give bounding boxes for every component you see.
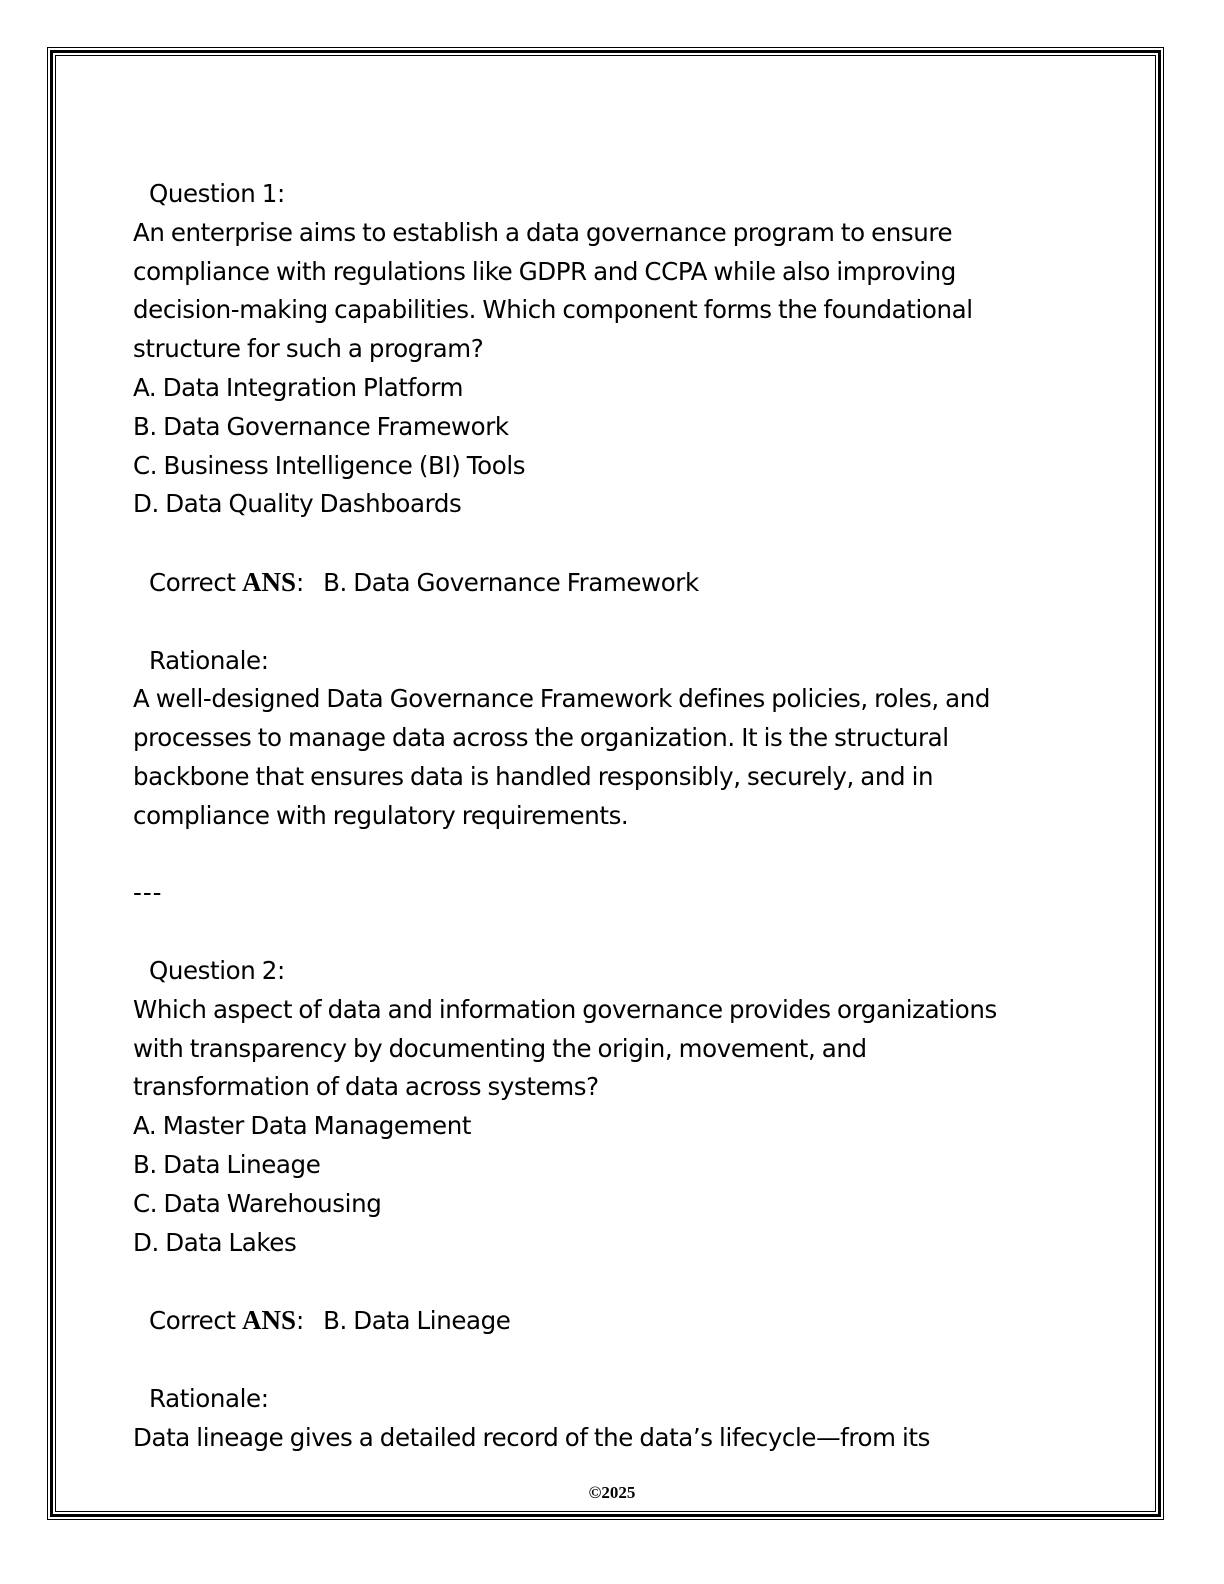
answer-option-c: C. Business Intelligence (BI) Tools — [133, 450, 526, 480]
rationale-line: A well-designed Data Governance Framework defines policies, roles, and — [133, 684, 990, 714]
rationale-line: Data lineage gives a detailed record of the data’s lifecycle—from its — [133, 1422, 930, 1452]
copyright-footer: ©2025 — [588, 1483, 636, 1502]
spacer — [133, 1262, 1093, 1301]
correct-answer-value: B. Data Lineage — [323, 1306, 511, 1336]
rationale-heading: Rationale: — [149, 1383, 269, 1413]
spacer — [133, 603, 1093, 642]
question-prompt-line: structure for such a program? — [133, 334, 484, 364]
ans-colon: : — [296, 567, 304, 597]
rationale-line: backbone that ensures data is handled responsibly, securely, and in — [133, 761, 934, 791]
section-separator: --- — [133, 878, 163, 908]
spacer — [133, 1341, 1093, 1380]
correct-answer-prefix: Correct — [149, 567, 243, 597]
answer-option-b: B. Data Governance Framework — [133, 411, 509, 441]
answer-option-b: B. Data Lineage — [133, 1149, 321, 1179]
question-prompt-line: An enterprise aims to establish a data governance program to ensure — [133, 217, 953, 247]
answer-option-a: A. Master Data Management — [133, 1111, 472, 1141]
spacer — [133, 524, 1093, 563]
rationale-line: compliance with regulatory requirements. — [133, 800, 629, 830]
question-heading: Question 2: — [149, 955, 285, 985]
rationale-heading: Rationale: — [149, 645, 269, 675]
document-body — [133, 175, 1093, 1457]
answer-option-a: A. Data Integration Platform — [133, 372, 464, 402]
question-1 — [133, 175, 1093, 836]
question-2 — [133, 952, 1093, 1457]
correct-answer — [133, 563, 1093, 603]
question-prompt-line: compliance with regulations like GDPR and CCPA while also improving — [133, 256, 956, 286]
ans-colon: : — [296, 1306, 304, 1336]
correct-answer-value: B. Data Governance Framework — [323, 567, 699, 597]
answer-option-d: D. Data Quality Dashboards — [133, 489, 462, 519]
question-prompt-line: Which aspect of data and information governance provides organizations — [133, 994, 997, 1024]
answer-option-c: C. Data Warehousing — [133, 1188, 382, 1218]
ans-label: ANS — [242, 566, 297, 597]
question-prompt-line: with transparency by documenting the origin, movement, and — [133, 1033, 867, 1063]
ans-label: ANS — [242, 1305, 297, 1336]
question-heading: Question 1: — [149, 179, 285, 208]
answer-option-d: D. Data Lakes — [133, 1227, 297, 1257]
correct-answer — [133, 1301, 1093, 1341]
rationale-line: processes to manage data across the organization. It is the structural — [133, 723, 949, 753]
spacer — [133, 913, 1093, 952]
question-prompt-line: transformation of data across systems? — [133, 1072, 599, 1102]
spacer — [133, 836, 1093, 875]
question-prompt-line: decision-making capabilities. Which component forms the foundational — [133, 295, 973, 325]
correct-answer-prefix: Correct — [149, 1306, 243, 1336]
